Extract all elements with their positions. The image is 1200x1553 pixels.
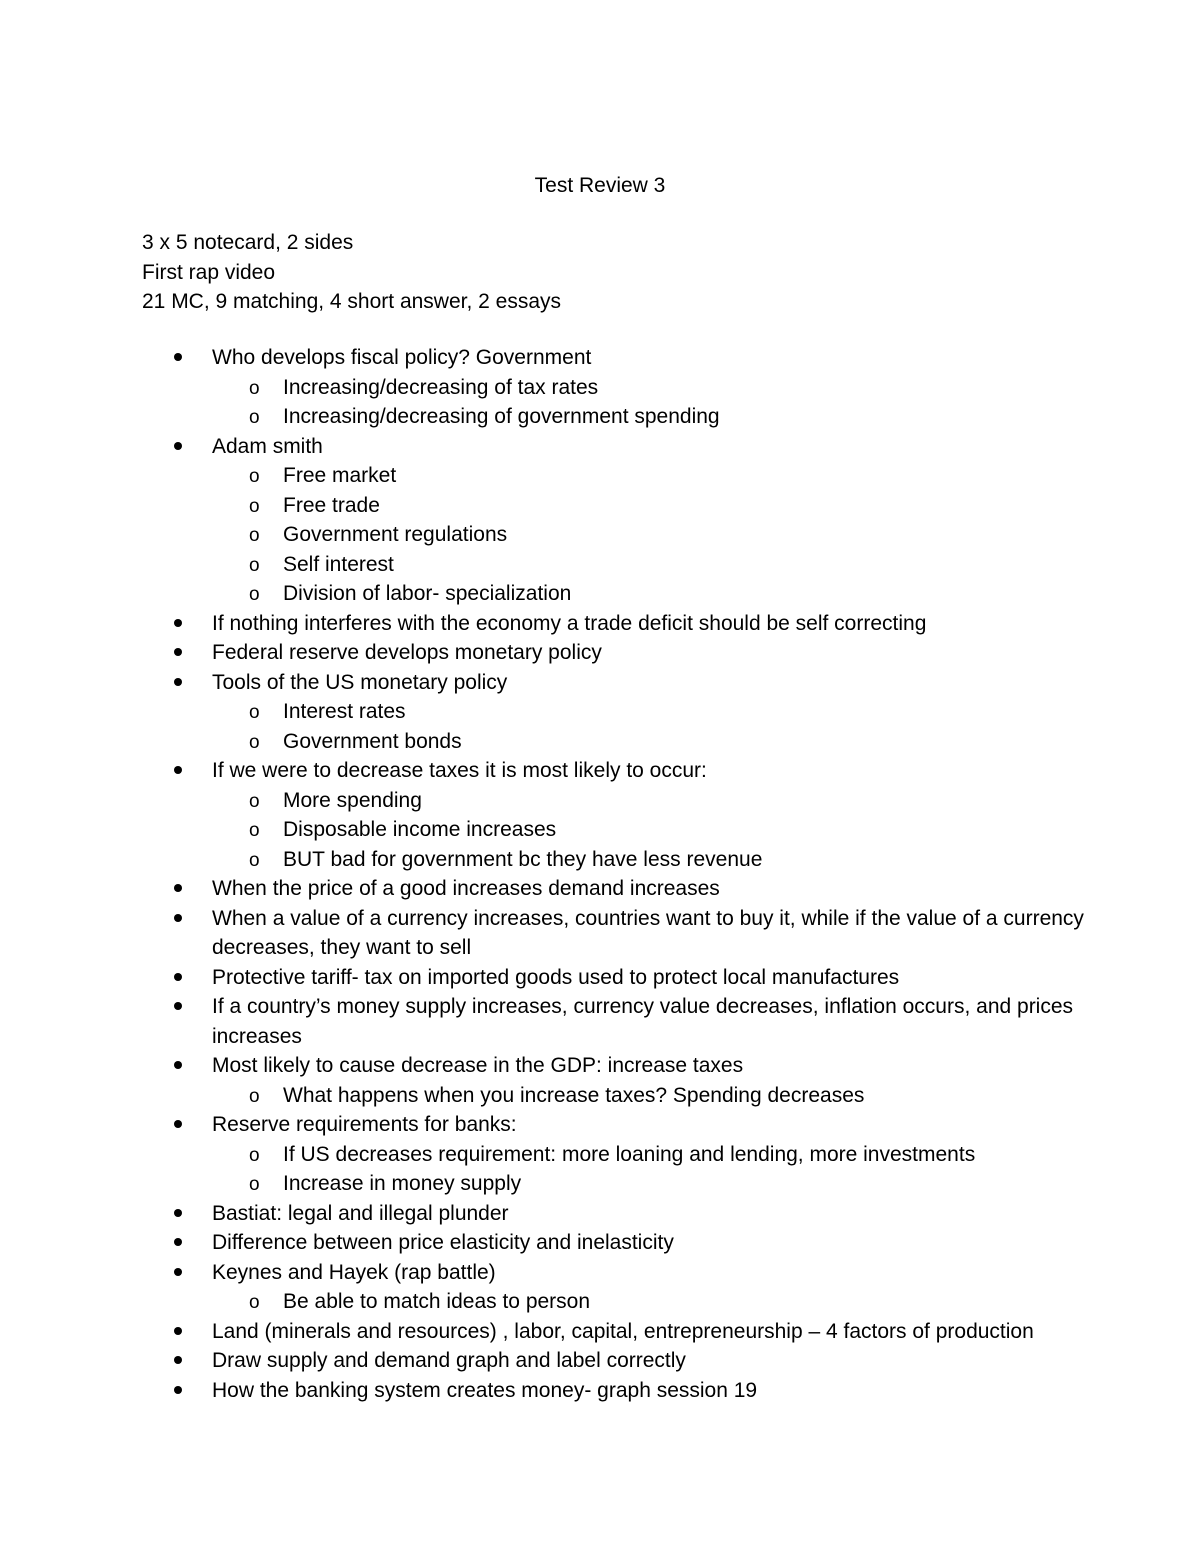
bullet-dot-icon <box>174 609 194 639</box>
list-item <box>0 638 1112 668</box>
intro-block <box>142 228 561 317</box>
sub-list-item <box>0 402 1113 432</box>
bullet-dot-icon <box>174 638 194 668</box>
bullet-dot-icon <box>174 1376 194 1406</box>
list-item <box>0 874 1112 904</box>
sub-bullet-glyph: o <box>249 554 260 576</box>
bullet-dot-icon <box>174 904 194 934</box>
sub-list-item <box>0 520 1113 550</box>
list-item <box>0 1228 1112 1258</box>
sub-list-item <box>0 697 1113 727</box>
item-text: Tools of the US monetary policy <box>212 670 508 694</box>
sub-bullet-glyph: o <box>249 407 260 428</box>
list-item <box>0 904 1112 963</box>
list-item <box>0 1199 1112 1229</box>
sub-bullet-marker <box>249 786 269 817</box>
sub-bullet-glyph: o <box>249 790 260 812</box>
sub-list-item <box>0 491 1113 521</box>
item-text: Free market <box>283 464 397 487</box>
sub-bullet-marker <box>249 579 269 610</box>
item-text: Increase in money supply <box>283 1172 522 1195</box>
sub-bullet-glyph: o <box>249 377 260 399</box>
list-item <box>0 1110 1112 1140</box>
bullet-dot-icon <box>174 343 194 373</box>
sub-list-item <box>0 579 1113 609</box>
list-item <box>0 668 1112 698</box>
item-text: Bastiat: legal and illegal plunder <box>212 1201 509 1225</box>
list-item <box>0 609 1112 639</box>
bullet-dot-icon <box>174 432 194 462</box>
sub-list-item <box>0 1287 1113 1317</box>
list-item <box>0 992 1112 1051</box>
item-text: Land (minerals and resources) , labor, capital, entrepreneurship – 4 factors of production <box>212 1319 1034 1343</box>
item-text: Free trade <box>283 493 380 517</box>
sub-bullet-marker <box>249 1081 269 1112</box>
sub-bullet-marker <box>249 1287 269 1318</box>
sub-list-item <box>0 845 1113 875</box>
bullet-dot-icon <box>174 756 194 786</box>
bullet-dot-icon <box>174 1051 194 1081</box>
sub-list-item <box>0 815 1113 845</box>
sub-list-item <box>0 1169 1113 1199</box>
intro-line: 21 MC, 9 matching, 4 short answer, 2 essays <box>142 290 562 313</box>
sub-list-item <box>0 461 1113 491</box>
bullet-dot-icon <box>174 874 194 904</box>
review-list <box>0 343 1200 1405</box>
item-text: Who develops fiscal policy? Government <box>212 346 592 369</box>
item-text: If a country’s money supply increases, currency value decreases, inflation occurs, and prices increases <box>212 995 1074 1048</box>
sub-list-item <box>0 786 1113 816</box>
sub-bullet-marker <box>249 815 269 846</box>
list-item <box>0 963 1112 993</box>
list-item <box>0 1376 1112 1406</box>
intro-line: 3 x 5 notecard, 2 sides <box>142 231 354 254</box>
sub-bullet-glyph: o <box>249 495 260 517</box>
list-item <box>0 432 1112 462</box>
item-text: If nothing interferes with the economy a trade deficit should be self correcting <box>212 611 927 635</box>
bullet-dot-icon <box>174 1228 194 1258</box>
sub-list-item <box>0 727 1113 757</box>
item-text: Disposable income increases <box>283 818 557 841</box>
sub-bullet-marker <box>249 491 269 522</box>
item-text: Government bonds <box>283 729 462 753</box>
bullet-dot-icon <box>174 1110 194 1140</box>
item-text: Increasing/decreasing of government spending <box>283 405 720 428</box>
sub-bullet-glyph: o <box>249 731 260 753</box>
sub-bullet-glyph: o <box>249 1085 260 1107</box>
sub-bullet-glyph: o <box>249 525 260 546</box>
bullet-dot-icon <box>174 1346 194 1376</box>
sub-bullet-marker <box>249 697 269 728</box>
list-item <box>0 1258 1112 1288</box>
item-text: Interest rates <box>283 700 406 723</box>
item-text: Protective tariff- tax on imported goods used to protect local manufactures <box>212 965 900 989</box>
sub-list-item <box>0 1140 1113 1170</box>
item-text: Adam smith <box>212 434 323 458</box>
list-item <box>0 1051 1112 1081</box>
sub-bullet-glyph: o <box>249 1144 260 1166</box>
sub-bullet-marker <box>249 727 269 758</box>
item-text: Most likely to cause decrease in the GDP: increase taxes <box>212 1054 744 1077</box>
item-text: Be able to match ideas to person <box>283 1290 591 1313</box>
item-text: Division of labor- specialization <box>283 582 572 605</box>
item-text: What happens when you increase taxes? Spending decreases <box>283 1083 865 1107</box>
bullet-dot-icon <box>174 1317 194 1347</box>
sub-list-item <box>0 1081 1113 1111</box>
list-item <box>0 343 1112 373</box>
bullet-dot-icon <box>174 1199 194 1229</box>
sub-bullet-marker <box>249 845 269 876</box>
list-item <box>0 756 1112 786</box>
item-text: Reserve requirements for banks: <box>212 1113 517 1136</box>
item-text: Keynes and Hayek (rap battle) <box>212 1260 496 1284</box>
sub-bullet-marker <box>249 373 269 404</box>
bullet-dot-icon <box>174 1258 194 1288</box>
item-text: Federal reserve develops monetary policy <box>212 641 602 664</box>
document-title: Test Review 3 <box>534 174 666 197</box>
sub-bullet-glyph: o <box>249 820 260 841</box>
sub-bullet-glyph: o <box>249 1174 260 1195</box>
sub-bullet-glyph: o <box>249 702 260 723</box>
bullet-dot-icon <box>174 668 194 698</box>
item-text: More spending <box>283 788 422 812</box>
item-text: How the banking system creates money- graph session 19 <box>212 1378 758 1402</box>
item-text: Increasing/decreasing of tax rates <box>283 375 599 399</box>
item-text: BUT bad for government bc they have less revenue <box>283 847 763 871</box>
sub-bullet-glyph: o <box>249 466 260 487</box>
sub-bullet-glyph: o <box>249 849 260 871</box>
item-text: When the price of a good increases demand increases <box>212 877 720 900</box>
sub-bullet-marker <box>249 1169 269 1200</box>
item-text: Government regulations <box>283 523 508 546</box>
sub-bullet-glyph: o <box>249 584 260 605</box>
sub-bullet-glyph: o <box>249 1292 260 1313</box>
item-text: Draw supply and demand graph and label correctly <box>212 1349 686 1372</box>
item-text: Difference between price elasticity and inelasticity <box>212 1231 674 1254</box>
item-text: Self interest <box>283 552 394 576</box>
sub-list-item <box>0 550 1113 580</box>
sub-bullet-marker <box>249 550 269 581</box>
sub-bullet-marker <box>249 1140 269 1171</box>
sub-list-item <box>0 373 1113 403</box>
item-text: When a value of a currency increases, countries want to buy it, while if the value of a currency decreases, they want to sell <box>212 906 1084 959</box>
list-item <box>0 1317 1112 1347</box>
intro-line: First rap video <box>142 260 276 284</box>
sub-bullet-marker <box>249 461 269 492</box>
item-text: If US decreases requirement: more loaning and lending, more investments <box>283 1142 976 1166</box>
bullet-dot-icon <box>174 992 194 1022</box>
sub-bullet-marker <box>249 520 269 551</box>
item-text: If we were to decrease taxes it is most likely to occur: <box>212 759 707 782</box>
sub-bullet-marker <box>249 402 269 433</box>
list-item <box>0 1346 1112 1376</box>
bullet-dot-icon <box>174 963 194 993</box>
